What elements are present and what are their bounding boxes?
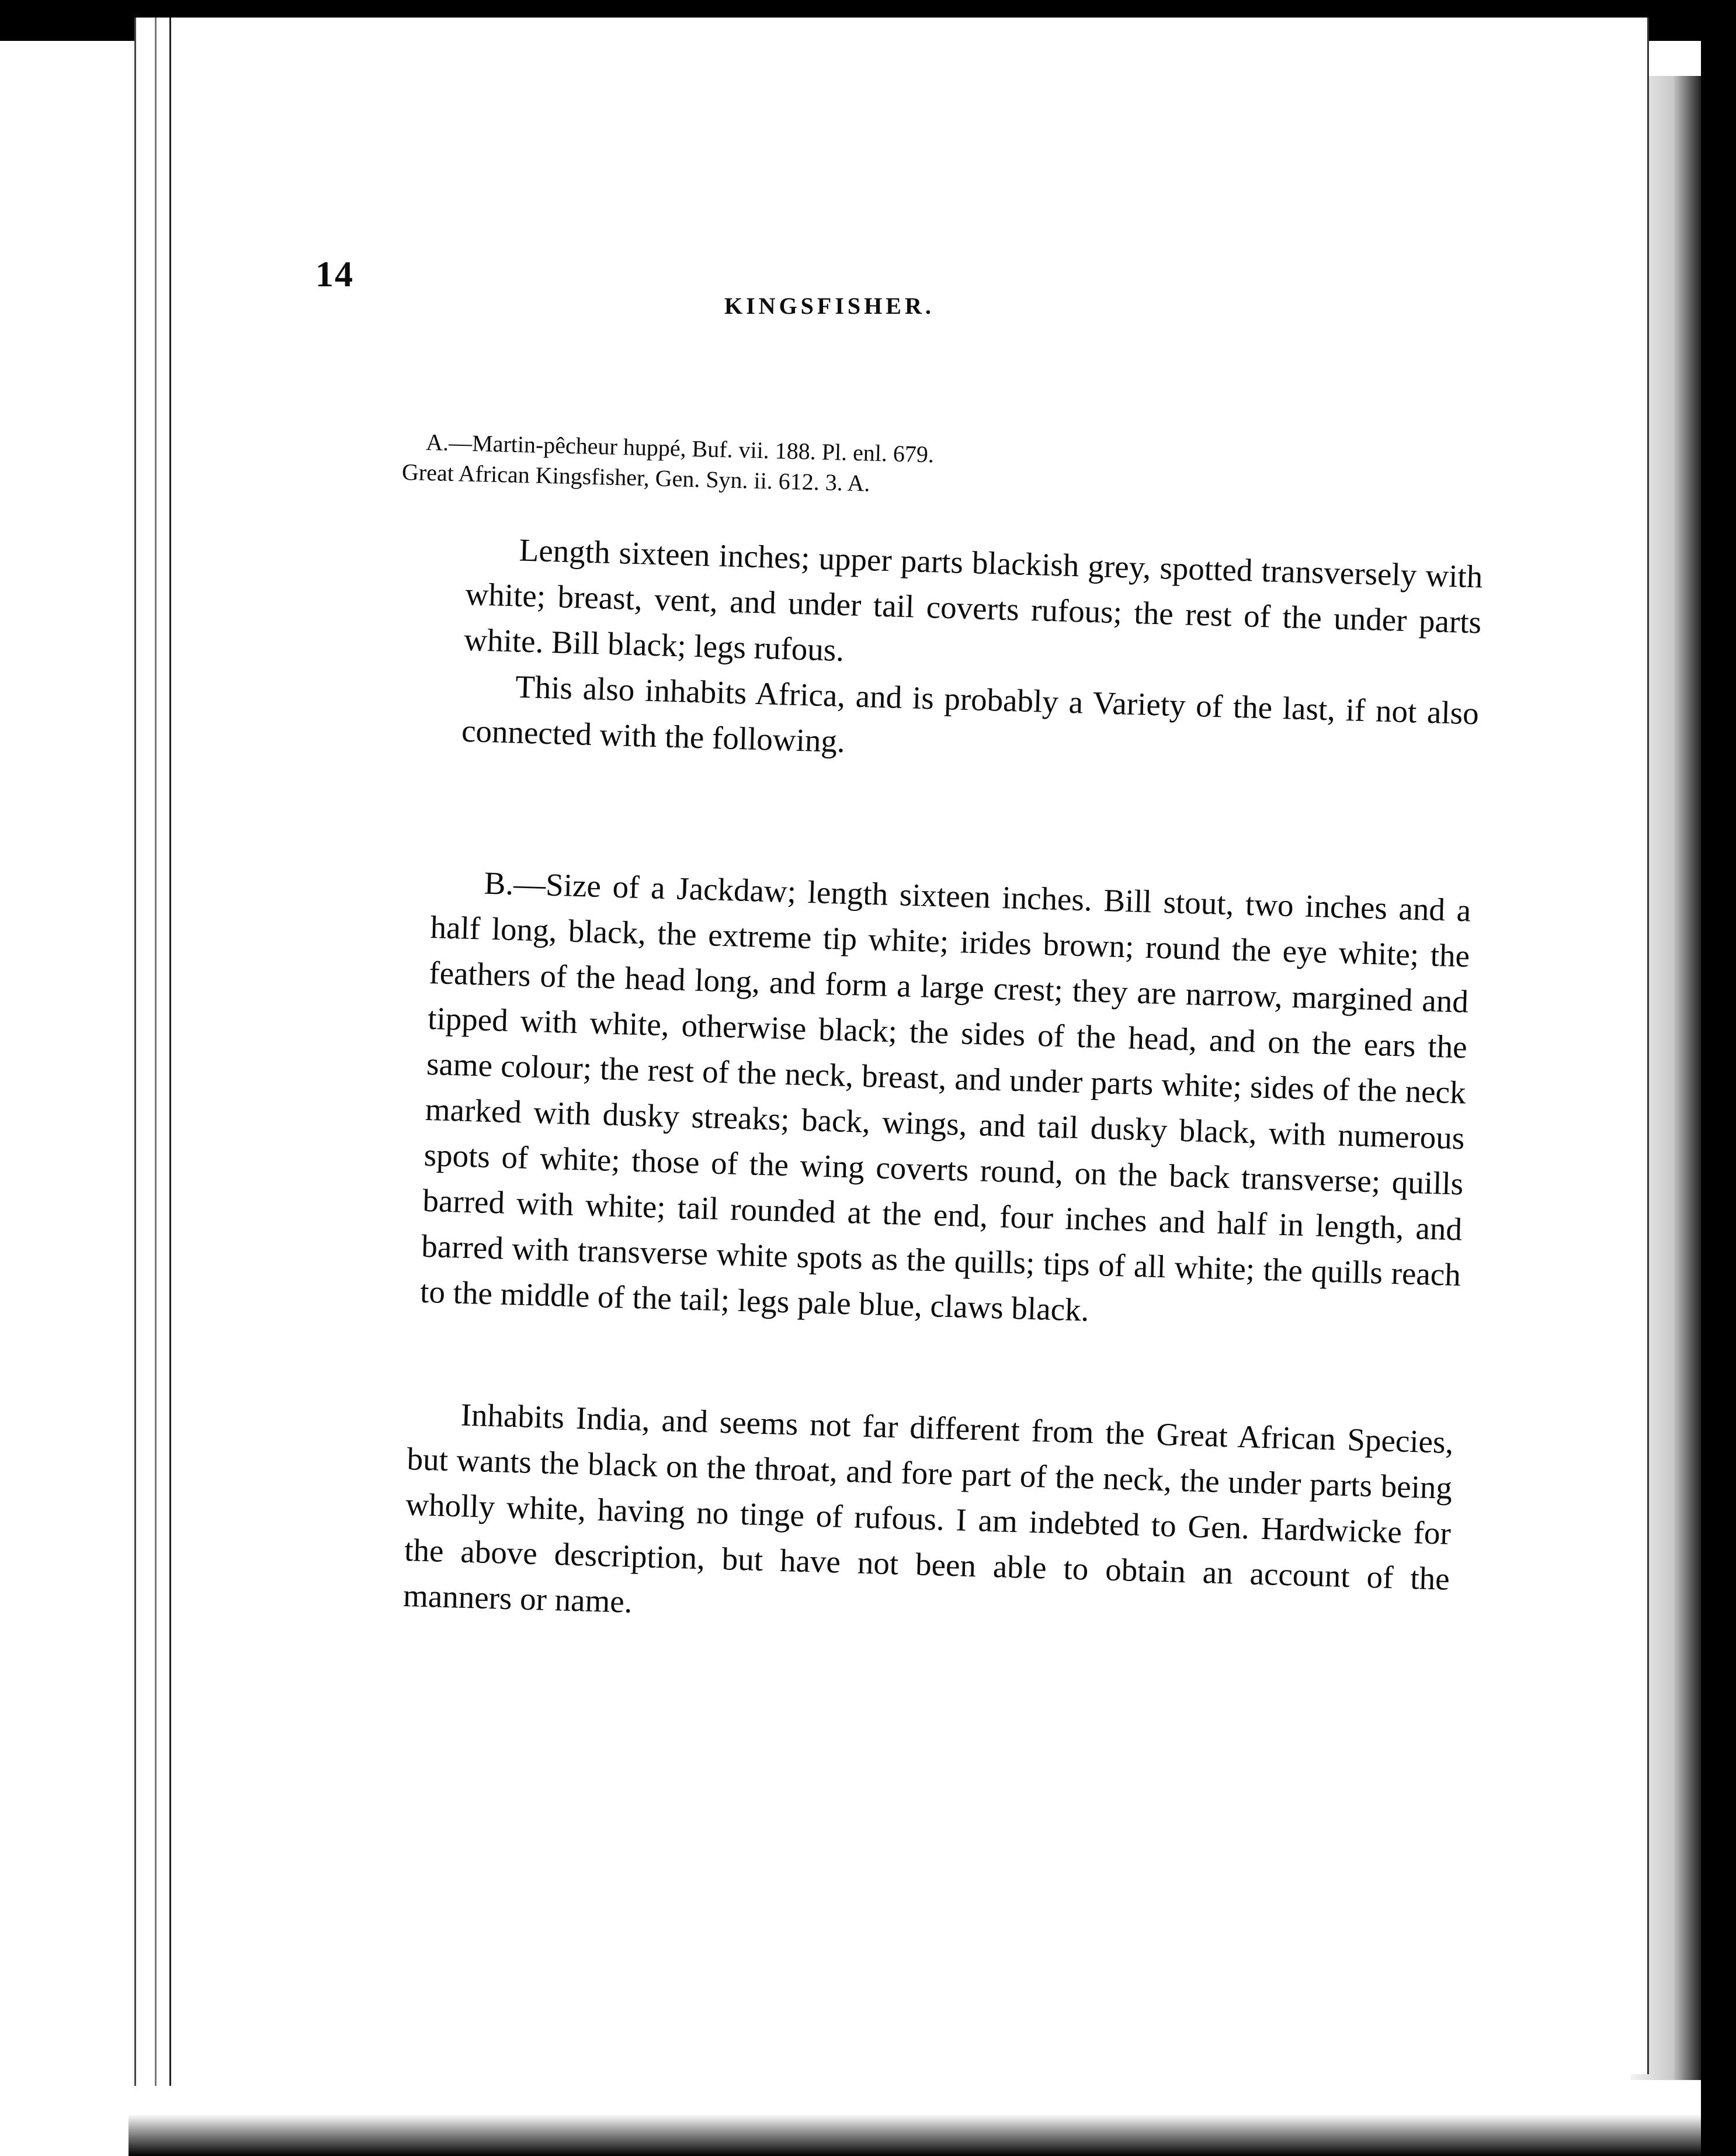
variety-b-habitat-section — [402, 1391, 1454, 1648]
variety-b-section — [419, 859, 1471, 1343]
scanner-right-border — [1701, 0, 1736, 2156]
variety-b-habitat: Inhabits India, and seems not far different from the Great African Species, but wants the black on the throat, and fore part of the neck, the under parts being wholly white, having no tinge of rufous. I am indebted to Gen. Hardwicke for the above description, but have not been able to obtain an account of the manners or name. — [402, 1396, 1454, 1620]
page-number: 14 — [315, 255, 354, 294]
variety-a-description: Length sixteen inches; upper parts blackish grey, spotted transversely with white; breast, vent, and under tail coverts rufous; the rest of the under parts white. Bill black; legs rufous. — [463, 532, 1484, 668]
variety-b-description: B.—Size of a Jackdaw; length sixteen inches. Bill stout, two inches and a half long, black, the extreme tip white; irides brown; round the eye white; the feathers of the head long, and form a large crest; they are narrow, margined and tipped with white, otherwise black; the sides of the head, and on the ears the same colour; the rest of the neck, breast, and under parts white; sides of the neck marked with dusky streaks; back, wings, and tail dusky black, with numerous spots of white; those of the wing coverts round, on the back transverse; quills barred with white; tail rounded at the end, four inches and half in length, and barred with transverse white spots as the quills; tips of all white; the quills reach to the middle of the tail; legs pale blue, claws black. — [419, 865, 1472, 1328]
variety-a-section — [461, 526, 1483, 782]
synonym-line: A.—Martin-pêcheur huppé, Buf. vii. 188. Pl. enl. 679. — [425, 428, 935, 468]
running-head: KINGSFISHER. — [724, 293, 935, 319]
scanner-bottom-shadow — [129, 2092, 1701, 2156]
variety-a-habitat: This also inhabits Africa, and is probably a Variety of the last, if not also connected with the following. — [461, 668, 1480, 760]
synonym-line: Great African Kingsfisher, Gen. Syn. ii. 612. 3. A. — [401, 458, 871, 497]
